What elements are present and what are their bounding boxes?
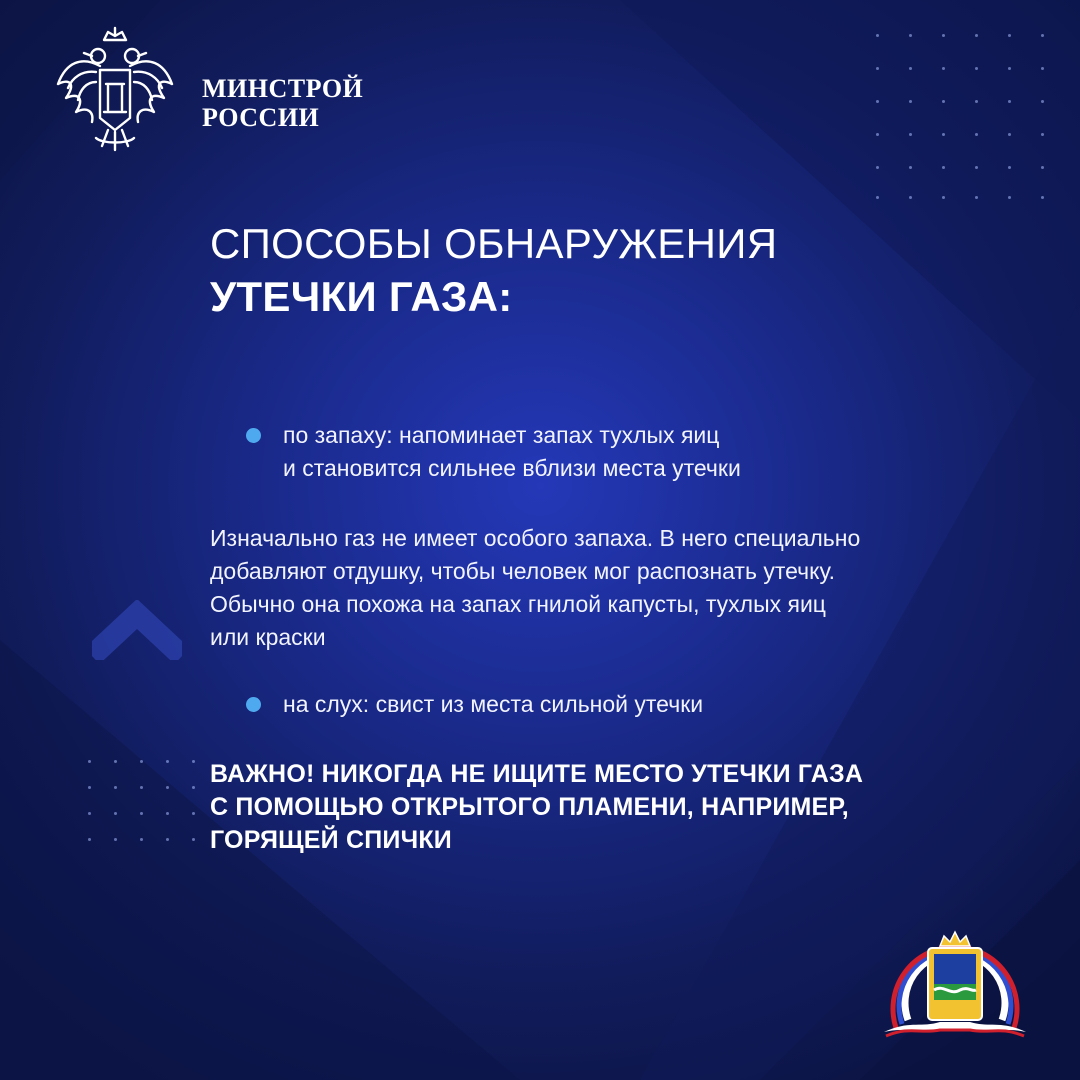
ministry-name-line1: МИНСТРОЙ: [202, 74, 364, 103]
paragraph-line3: Обычно она похожа на запах гнилой капусты, тухлых яиц: [210, 591, 826, 617]
double-headed-eagle-emblem-icon: [52, 26, 178, 158]
bullet-1-line2: и становится сильнее вблизи места утечки: [283, 455, 741, 481]
warning-line3: ГОРЯЩЕЙ СПИЧКИ: [210, 826, 452, 854]
warning-line2: С ПОМОЩЬЮ ОТКРЫТОГО ПЛАМЕНИ, НАПРИМЕР,: [210, 793, 849, 821]
title-line2: УТЕЧКИ ГАЗА:: [210, 273, 513, 320]
regional-coat-of-arms-emblem-icon: [880, 920, 1030, 1040]
bullet-1-line1: по запаху: напоминает запах тухлых яиц: [283, 422, 720, 448]
paragraph-line4: или краски: [210, 624, 326, 650]
dot-grid-top-right: [876, 34, 1046, 199]
dot-grid-left: [88, 760, 218, 840]
paragraph-line2: добавляют отдушку, чтобы человек мог распознать утечку.: [210, 558, 836, 584]
warning-line1: ВАЖНО! НИКОГДА НЕ ИЩИТЕ МЕСТО УТЕЧКИ ГАЗА: [210, 760, 864, 788]
paragraph-line1: Изначально газ не имеет особого запаха. В него специально: [210, 525, 861, 551]
chevron-up-icon: [92, 600, 182, 660]
bullet-dot-icon: [246, 428, 261, 443]
title-line1: СПОСОБЫ ОБНАРУЖЕНИЯ: [210, 220, 778, 267]
ministry-name-line2: РОССИИ: [202, 103, 320, 132]
bullet-2-line1: на слух: свист из места сильной утечки: [283, 691, 704, 717]
bullet-dot-icon: [246, 697, 261, 712]
